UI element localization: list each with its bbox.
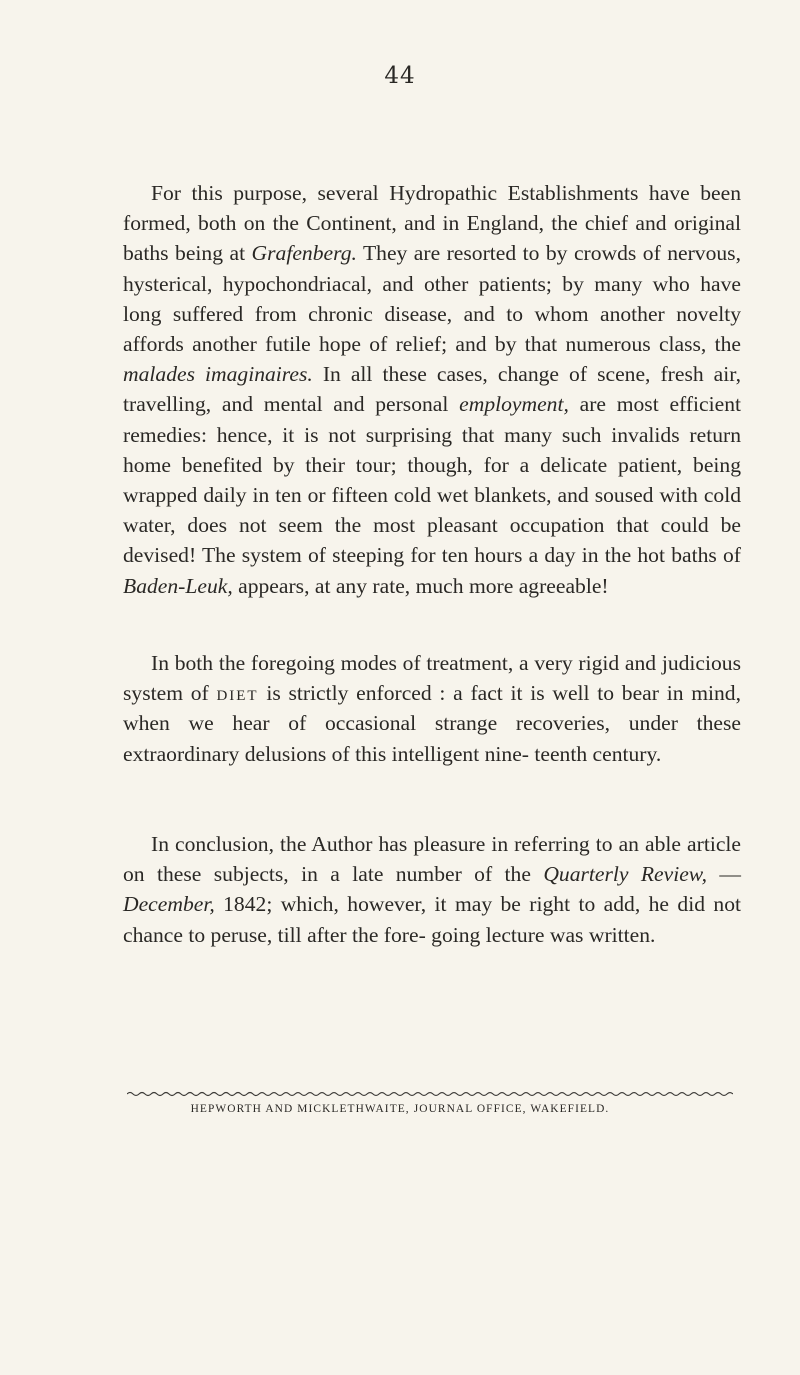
- text-run: In conclusion, the Author has pleasure in referring to an able article on these subjects, in a late number of the: [123, 832, 741, 887]
- italic-publication-title: Quarterly Review,: [543, 862, 708, 887]
- text-run: is strictly enforced : a fact it is well to bear in mind, when we hear of occasional strange recoveries, under these extraordinary delusions of this intelligent nine- teenth century.: [123, 681, 741, 766]
- text-run: appears, at any rate, much more agreeable!: [232, 573, 609, 598]
- paragraph-diet: [123, 648, 741, 769]
- small-caps-word: diet: [216, 681, 259, 706]
- italic-place-name: Baden-Leuk,: [123, 573, 233, 598]
- paragraph-conclusion: [123, 829, 741, 950]
- text-run: In both the foregoing modes of treatment, a very rigid and judicious system of: [123, 651, 741, 706]
- printer-imprint: HEPWORTH AND MICKLETHWAITE, JOURNAL OFFICE, WAKEFIELD.: [190, 1103, 610, 1115]
- text-run: For this purpose, several Hydropathic Establishments have been formed, both on the Continent, and in England, the chief and original baths being at: [123, 181, 741, 266]
- page-number: 44: [384, 63, 416, 89]
- text-run: are most efficient remedies: hence, it is not surprising that many such invalids return home benefited by their tour; though, for a delicate patient, being wrapped daily in ten or fifteen cold wet blankets, and soused with cold water, does not seem the most pleasant occupation that could be devised! The system of steeping for ten hours a day in the hot baths of: [123, 392, 741, 568]
- paragraph-hydropathic-establishments: [123, 178, 741, 601]
- text-run: In all these cases, change of scene, fresh air, travelling, and mental and personal: [123, 362, 741, 417]
- italic-month: December,: [123, 892, 215, 917]
- italic-phrase: malades imaginaires.: [123, 362, 313, 387]
- wavy-footer-rule: [127, 1090, 733, 1098]
- italic-word: employment,: [459, 392, 569, 417]
- text-run: They are resorted to by crowds of nervous, hysterical, hypochondriacal, and other patients; by many who have long suffered from chronic disease, and to whom another novelty affords another futile hope of relief; and by that numerous class, the: [123, 241, 741, 357]
- italic-place-name: Grafenberg.: [251, 241, 357, 266]
- text-run: —: [707, 862, 741, 887]
- text-run: 1842; which, however, it may be right to add, he did not chance to peruse, till after the fore- going lecture was written.: [123, 892, 741, 947]
